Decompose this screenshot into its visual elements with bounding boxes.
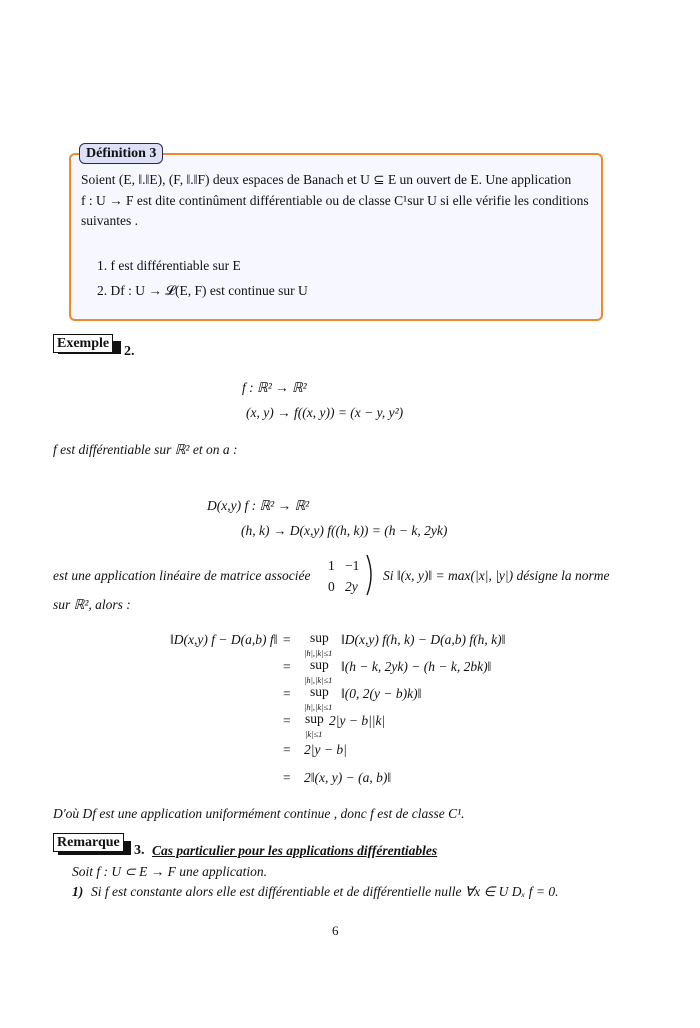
remarque-item-number: 1) xyxy=(72,884,84,899)
eq-op: sup xyxy=(310,684,329,699)
eq-expr: ‖D(x,y) f(h, k) − D(a,b) f(h, k)‖ xyxy=(341,632,506,647)
eq-equals: = xyxy=(283,770,291,785)
eq-equals: = xyxy=(283,686,291,701)
matrix-a21: 0 xyxy=(328,579,335,594)
eq-op: sup xyxy=(305,711,324,726)
diff-statement: f est différentiable sur ℝ² et on a : xyxy=(53,442,238,457)
norm-statement-2: sur ℝ², alors : xyxy=(53,597,131,612)
matrix-a12: −1 xyxy=(345,558,360,573)
definition-line-1: Soient (E, ‖.‖E), (F, ‖.‖F) deux espaces de Banach et U ⊆ E un ouvert de E. Une application xyxy=(81,172,572,187)
remarque-item-1: Si f est constante alors elle est différentiable et de différentielle nulle ∀x ∈ U Dₓ f = 0. xyxy=(91,884,559,899)
eq-expr: 2‖(x, y) − (a, b)‖ xyxy=(304,770,392,785)
definition-tag: Définition 3 xyxy=(79,143,163,164)
eq-expr: ‖(h − k, 2yk) − (h − k, 2bk)‖ xyxy=(341,659,492,674)
eq-op: sup xyxy=(310,657,329,672)
matrix-a22: 2y xyxy=(345,579,358,594)
eq-sub: |h|,|k|≤1 xyxy=(304,648,333,658)
map-row-1: f : ℝ² → ℝ² xyxy=(242,380,307,395)
dmap-row-2: (h, k) → D(x,y) f((h, k)) = (h − k, 2yk) xyxy=(241,523,448,538)
eq-equals: = xyxy=(283,632,291,647)
dmap-row-1: D(x,y) f : ℝ² → ℝ² xyxy=(207,498,310,513)
definition-item-2: 2. Df : U → 𝓛(E, F) est continue sur U xyxy=(97,283,308,298)
page-number: 6 xyxy=(332,923,339,938)
eq-sub: |h|,|k|≤1 xyxy=(304,675,333,685)
linear-statement: est une application linéaire de matrice associée xyxy=(53,568,311,583)
definition-line-2: f : U → F est dite continûment différentiable ou de classe C¹sur U si elle vérifie les conditions xyxy=(81,193,589,208)
eq-sub: |k|≤1 xyxy=(305,729,323,739)
matrix-right-paren xyxy=(365,553,377,597)
matrix-a11: 1 xyxy=(328,558,335,573)
remarque-line-1: Soit f : U ⊂ E → F une application. xyxy=(72,864,268,879)
definition-line-3: suivantes . xyxy=(81,213,138,228)
eq-equals: = xyxy=(283,742,291,757)
norm-statement: Si ‖(x, y)‖ = max(|x|, |y|) désigne la norme xyxy=(383,568,610,583)
eq-op: sup xyxy=(310,630,329,645)
remarque-number: 3. xyxy=(134,843,145,858)
definition-item-1: 1. f est différentiable sur E xyxy=(97,258,241,273)
eq-sub: |h|,|k|≤1 xyxy=(304,702,333,712)
eq-equals: = xyxy=(283,659,291,674)
example-number: 2. xyxy=(124,344,135,359)
eq-expr: ‖(0, 2(y − b)k)‖ xyxy=(341,686,422,701)
eq-expr: 2|y − b| xyxy=(304,742,347,757)
remarque-title: Cas particulier pour les applications différentiables xyxy=(152,843,438,858)
conclusion: D'où Df est une application uniformément continue , donc f est de classe C¹. xyxy=(53,806,465,821)
eq-equals: = xyxy=(283,713,291,728)
eq-expr: 2|y − b||k| xyxy=(329,713,386,728)
equation-lhs: ‖D(x,y) f − D(a,b) f‖ xyxy=(170,632,278,647)
example-tag: Exemple xyxy=(53,334,113,353)
map-row-2: (x, y) → f((x, y)) = (x − y, y²) xyxy=(246,405,404,420)
remarque-tag: Remarque xyxy=(53,833,124,852)
